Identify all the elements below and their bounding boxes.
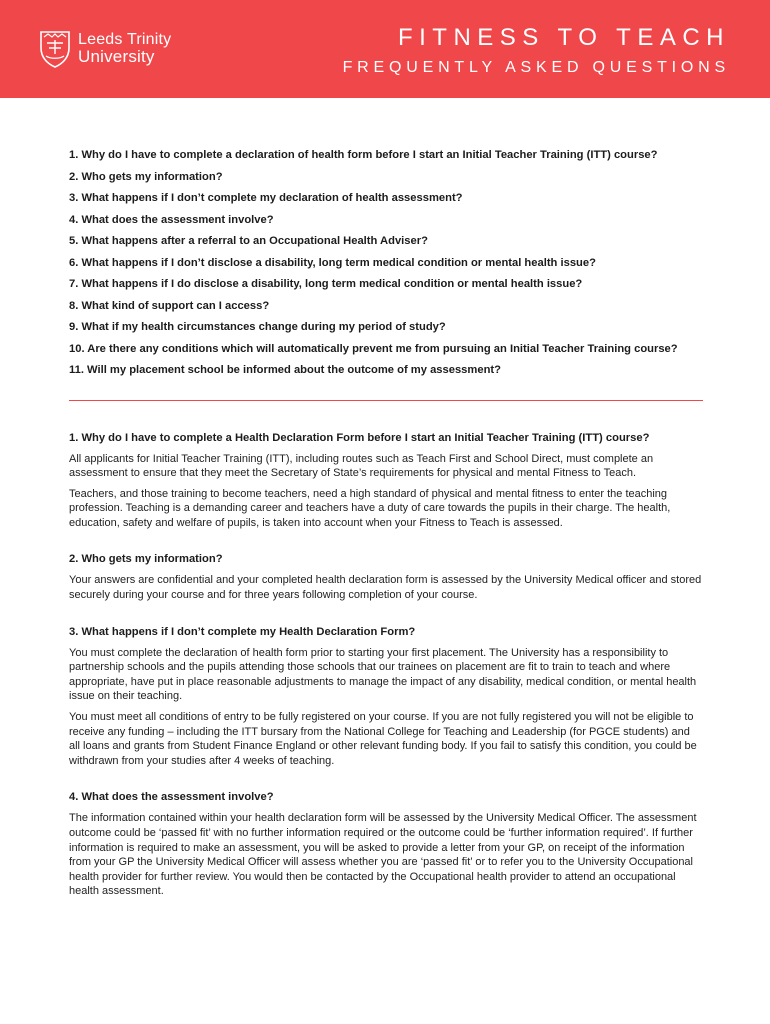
answer-section-4 bbox=[69, 790, 703, 899]
crest-icon bbox=[38, 28, 72, 68]
section-paragraph: You must complete the declaration of health form prior to starting your first placement. The University has a responsibility to partnership schools and the pupils attending those schools that our trainees on placement are fit to train to teach and where appropriate, have put in place reasonable adjustments to manage the impact of any disability, medical condition, or mental health issue on their teaching. bbox=[69, 646, 697, 703]
university-logo[interactable] bbox=[38, 28, 171, 68]
document-body bbox=[69, 145, 703, 921]
toc-item[interactable]: 6. What happens if I don’t disclose a disability, long term medical condition or mental health issue? bbox=[69, 256, 596, 269]
toc-item[interactable]: 3. What happens if I don’t complete my declaration of health assessment? bbox=[69, 192, 463, 204]
answer-section-1 bbox=[69, 431, 703, 531]
document-subtitle: FREQUENTLY ASKED QUESTIONS bbox=[342, 59, 730, 76]
section-paragraph: Your answers are confidential and your completed health declaration form is assessed by the University Medical officer and stored securely during your course and for three years following completion of your course. bbox=[69, 574, 702, 602]
document-title: FITNESS TO TEACH bbox=[397, 24, 730, 51]
header-banner bbox=[0, 0, 770, 98]
answer-section-3 bbox=[69, 625, 703, 769]
logo-text-line2: University bbox=[78, 47, 155, 66]
section-heading: 4. What does the assessment involve? bbox=[69, 791, 274, 804]
questions-list bbox=[69, 145, 703, 382]
toc-item[interactable]: 2. Who gets my information? bbox=[69, 170, 223, 183]
toc-item[interactable]: 5. What happens after a referral to an Occupational Health Adviser? bbox=[69, 235, 428, 247]
toc-item[interactable]: 8. What kind of support can I access? bbox=[69, 299, 270, 312]
section-heading: 2. Who gets my information? bbox=[69, 553, 223, 566]
section-paragraph: Teachers, and those training to become teachers, need a high standard of physical and mental fitness to enter the teaching profession. Teaching is a demanding career and teachers have a duty of care towards the pupils in their charge. The health, education, safety and welfare of pupils, is taken into account when your Fitness to Teach is assessed. bbox=[69, 487, 671, 529]
section-divider bbox=[69, 400, 703, 401]
toc-item[interactable]: 7. What happens if I do disclose a disability, long term medical condition or mental health issue? bbox=[69, 278, 583, 290]
toc-item[interactable]: 4. What does the assessment involve? bbox=[69, 213, 274, 226]
toc-item[interactable]: 1. Why do I have to complete a declaration of health form before I start an Initial Teacher Training (ITT) course? bbox=[69, 149, 658, 161]
toc-item[interactable]: 9. What if my health circumstances change during my period of study? bbox=[69, 321, 446, 333]
section-paragraph: You must meet all conditions of entry to be fully registered on your course. If you are not fully registered you will not be eligible to receive any funding – including the ITT bursary from the National College for Teaching and Leadership (for PGCE students) and all loans and grants from Student Finance England or other relevant funding body. If you fail to satisfy this condition, you could be withdrawn from your studies after 4 weeks of teaching. bbox=[69, 711, 697, 767]
toc-item[interactable]: 10. Are there any conditions which will automatically prevent me from pursuing an Initial Teacher Training course? bbox=[69, 342, 678, 355]
answer-section-2 bbox=[69, 552, 703, 602]
section-heading: 1. Why do I have to complete a Health Declaration Form before I start an Initial Teacher Training (ITT) course? bbox=[69, 431, 650, 444]
logo-text-line1: Leeds Trinity bbox=[78, 31, 172, 48]
toc-item[interactable]: 11. Will my placement school be informed about the outcome of my assessment? bbox=[69, 364, 501, 376]
section-heading: 3. What happens if I don’t complete my Health Declaration Form? bbox=[69, 625, 416, 638]
section-paragraph: All applicants for Initial Teacher Training (ITT), including routes such as Teach First and School Direct, must complete an assessment to ensure that they meet the Secretary of State’s requirements for physical and mental Fitness to Teach. bbox=[69, 452, 654, 480]
section-paragraph: The information contained within your health declaration form will be assessed by the University Medical Officer. The assessment outcome could be ‘passed fit’ with no further information required or the outcome could be ‘further information required’. If further information is required to make an assessment, you will be asked to provide a letter from your GP, on receipt of the information from your GP the University Medical Officer will assess whether you are ‘passed fit’ or to refer you to the University Occupational health provider for further review. You would then be contacted by the Occupational health provider to attend an occupational health assessment. bbox=[69, 812, 697, 898]
